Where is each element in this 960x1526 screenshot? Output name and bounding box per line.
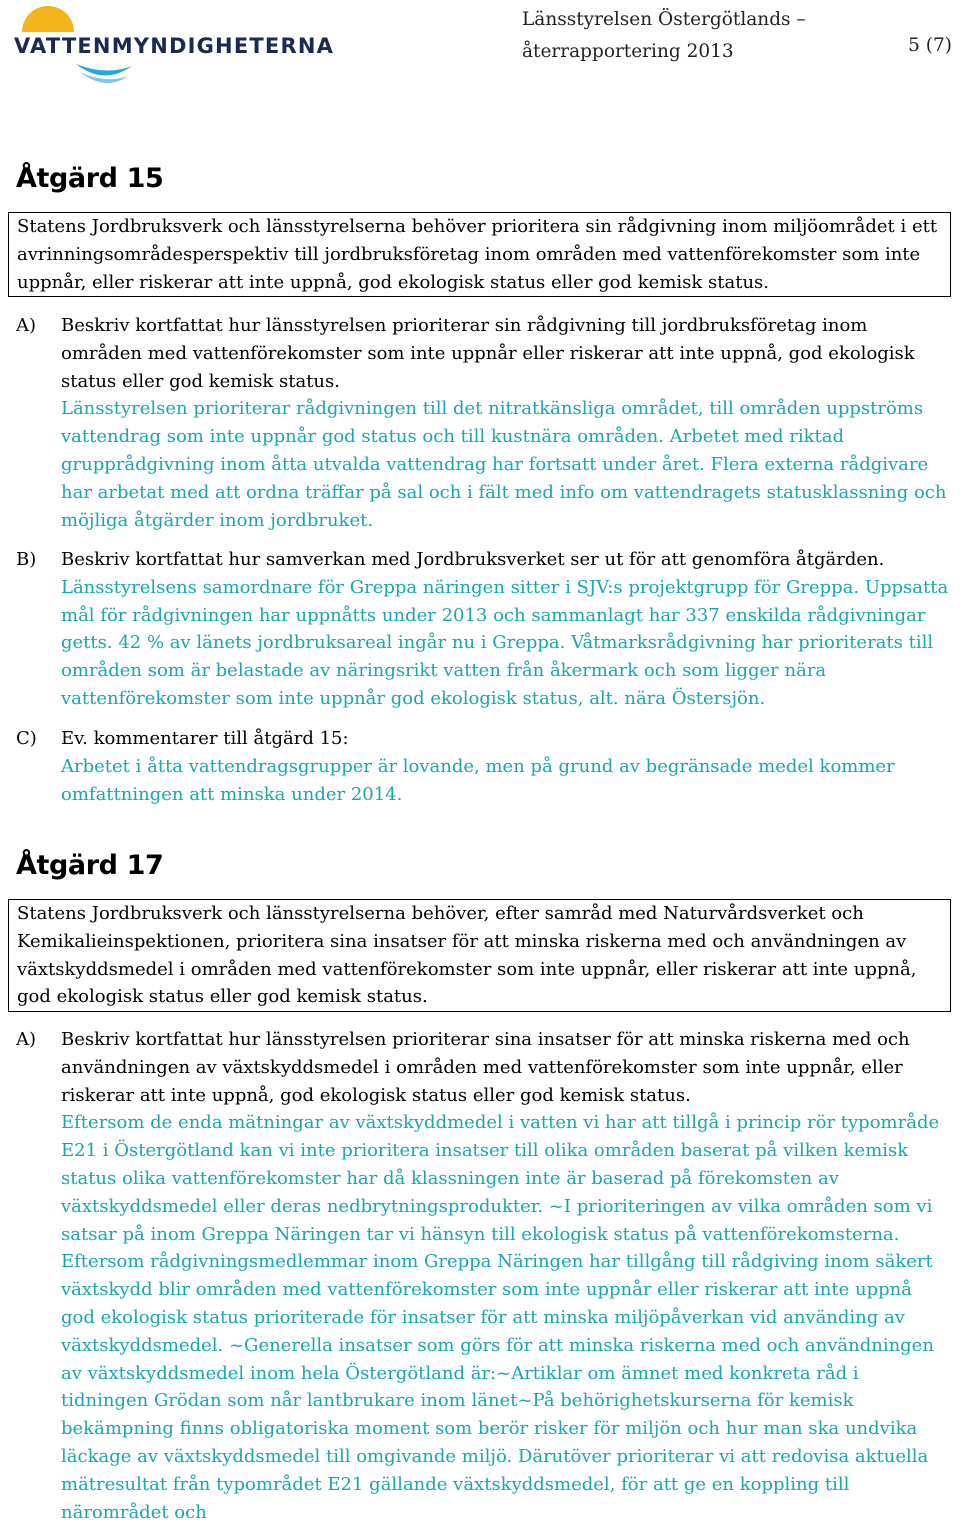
question-block bbox=[16, 546, 951, 713]
header-organization bbox=[522, 4, 806, 68]
section-title: Åtgärd 17 bbox=[16, 850, 164, 881]
question-text: Beskriv kortfattat hur länsstyrelsen prioriterar sina insatser för att minska riskerna med och användningen av växtskyddsmedel i områden med vattenförekomster som inte uppnår, eller riskerar att inte uppnå, god ekologisk status eller god kemisk status. bbox=[61, 1029, 910, 1106]
header-org-line1: Länsstyrelsen Östergötlands – bbox=[522, 9, 806, 30]
question-text: Beskriv kortfattat hur länsstyrelsen prioriterar sin rådgivning till jordbruksföretag inom områden med vattenförekomster som inte uppnår eller riskerar att inte uppnå, god ekologisk status eller god kemisk status. bbox=[61, 315, 915, 392]
logo-text: VATTENMYNDIGHETERNA bbox=[14, 34, 335, 58]
question-block bbox=[16, 312, 951, 534]
vattenmyndigheterna-logo bbox=[14, 6, 344, 86]
question-label: A) bbox=[16, 1029, 37, 1050]
section-intro-box bbox=[8, 899, 951, 1012]
answer-text: Eftersom de enda mätningar av växtskyddmedel i vatten vi har att tillgå i princip rör typområde E21 i Östergötland kan vi inte prioritera insatser till olika områden baserat på vilken kemisk status olika vattenförekomster har då klassningen inte är baserad på förekomsten av växtskyddsmedel eller deras nedbrytningsprodukter. ~I prioriteringen av vilka områden som vi satsar på inom Greppa Näringen tar vi hänsyn till ekologisk status på vattenförekomsterna. Eftersom rådgivningsmedlemmar inom Greppa Näringen har tillgång till rådgiving inom säkert växtskydd blir områden med vattenförekomster som inte uppnår eller riskerar att inte uppnå god ekologisk status prioriterade för insatser för att minska miljöpåverkan vid använding av växtskyddsmedel. ~Generella insatser som görs för att minska riskerna med och användningen av växtskyddsmedel inom hela Östergötland är:~Artiklar om ämnet med konkreta råd i tidningen Grödan som når lantbrukare inom länet~På behörighetskurserna för kemisk bekämpning finns obligatoriska moment som berör risker för miljön och hur man ska undvika läckage av växtskyddsmedel till omgivande miljö. Därutöver prioriterar vi att redovisa aktuella mätresultat från typområdet E21 gällande växtskyddsmedel, för att ge en koppling till närområdet och bbox=[61, 1112, 940, 1523]
section-intro-box bbox=[8, 212, 951, 297]
question-label: A) bbox=[16, 315, 37, 336]
answer-text: Länsstyrelsens samordnare för Greppa näringen sitter i SJV:s projektgrupp för Greppa. Uppsatta mål för rådgivningen har uppnåtts under 2013 och sammanlagt har 337 enskilda rådgivningar getts. 42 % av länets jordbruksareal ingår nu i Greppa. Våtmarksrådgivning har prioriterats till områden som är belastade av näringsrikt vatten från åkermark och som ligger nära vattenförekomster som inte uppnår god ekologisk status, alt. nära Östersjön. bbox=[61, 576, 949, 709]
answer-text: Arbetet i åtta vattendragsgrupper är lovande, men på grund av begränsade medel kommer omfattningen att minska under 2014. bbox=[61, 755, 895, 805]
page-number: 5 (7) bbox=[908, 35, 952, 56]
answer-text: Länsstyrelsen prioriterar rådgivningen till det nitratkänsliga området, till områden uppströms vattendrag som inte uppnår god status och till kustnära områden. Arbetet med riktad grupprådgivning inom åtta utvalda vattendrag har fortsatt under året. Flera externa rådgivare har arbetat med att ordna träffar på sal och i fält med info om vattendragets statusklassning och möjliga åtgärder inom jordbruket. bbox=[61, 398, 947, 531]
question-label: C) bbox=[16, 728, 37, 749]
question-text: Beskriv kortfattat hur samverkan med Jordbruksverket ser ut för att genomföra åtgärden. bbox=[61, 549, 885, 570]
header-org-line2: återrapportering 2013 bbox=[522, 41, 734, 62]
question-label: B) bbox=[16, 549, 37, 570]
question-block bbox=[16, 725, 951, 808]
question-block bbox=[16, 1026, 951, 1526]
section-intro: Statens Jordbruksverk och länsstyrelserna behöver, efter samråd med Naturvårdsverket och Kemikalieinspektionen, prioritera sina insatser för att minska riskerna med och användningen av växtskyddsmedel i områden med vattenförekomster som inte uppnår, eller riskerar att inte uppnå, god ekologisk status eller god kemisk status. bbox=[17, 903, 917, 1008]
section-intro: Statens Jordbruksverk och länsstyrelserna behöver prioritera sin rådgivning inom miljöområdet i ett avrinningsområdesperspektiv till jordbruksföretag inom områden med vattenförekomster som inte uppnår, eller riskerar att inte uppnå, god ekologisk status eller god kemisk status. bbox=[17, 216, 938, 293]
section-title: Åtgärd 15 bbox=[16, 163, 164, 194]
question-text: Ev. kommentarer till åtgärd 15: bbox=[61, 728, 349, 749]
